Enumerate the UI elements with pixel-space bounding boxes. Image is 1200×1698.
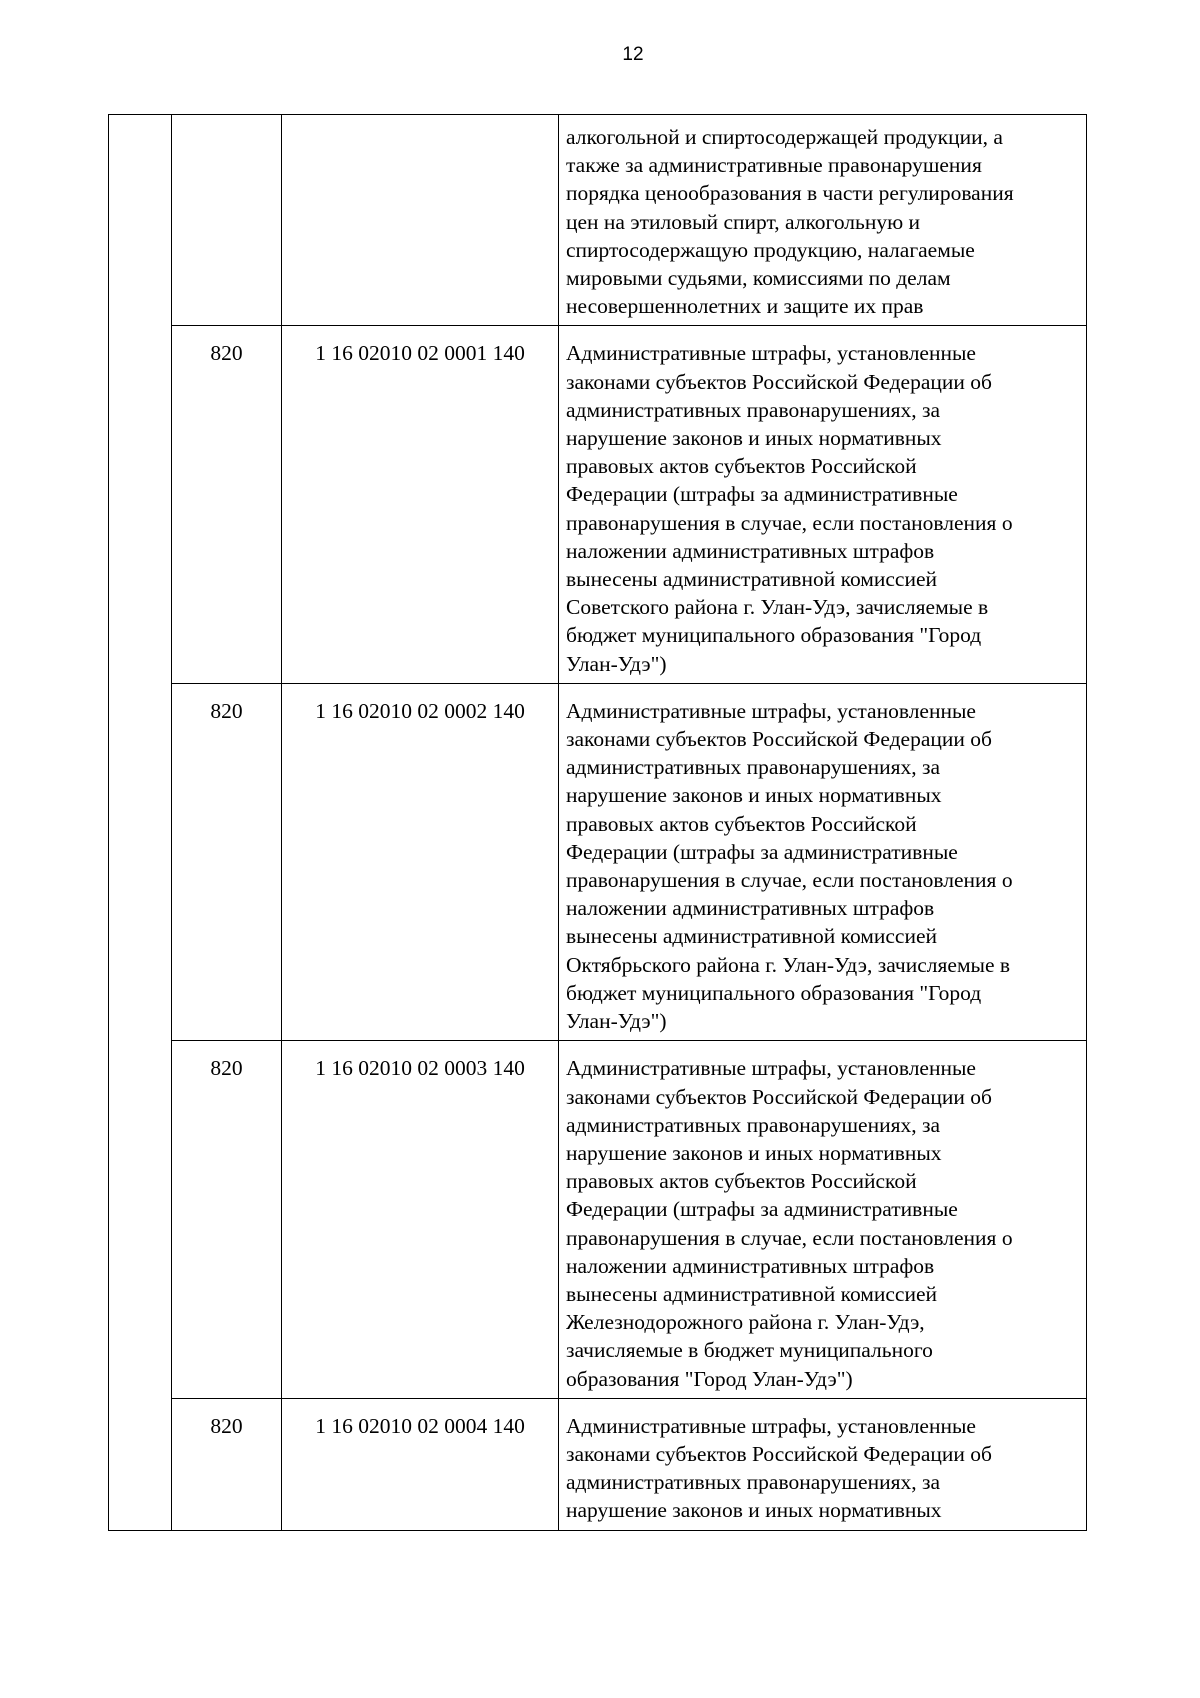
blank-number-cell bbox=[109, 115, 172, 1531]
table-row bbox=[109, 115, 1087, 326]
admin-code-cell bbox=[172, 115, 282, 326]
budget-code-cell: 1 16 02010 02 0004 140 bbox=[282, 1398, 559, 1530]
budget-code-cell: 1 16 02010 02 0002 140 bbox=[282, 683, 559, 1040]
admin-code-cell: 820 bbox=[172, 326, 282, 683]
table-row bbox=[109, 1398, 1087, 1530]
budget-code-cell: 1 16 02010 02 0001 140 bbox=[282, 326, 559, 683]
description-cell: Административные штрафы, установленные законами субъектов Российской Федерации об административных правонарушениях, за нарушение законов и иных нормативных правовых актов субъектов Российской Федерации (штрафы за административные правонарушения в случае, если постановления о наложении административных штрафов вынесены административной комиссией Железнодорожного района г. Улан-Удэ, зачисляемые в бюджет муниципального образования "Город Улан-Удэ") bbox=[559, 1041, 1087, 1398]
table-row bbox=[109, 326, 1087, 683]
description-cell: алкогольной и спиртосодержащей продукции, а также за административные правонарушения порядка ценообразования в части регулирования цен на этиловый спирт, алкогольную и спиртосодержащую продукцию, налагаемые мировыми судьями, комиссиями по делам несовершеннолетних и защите их прав bbox=[559, 115, 1087, 326]
table-row bbox=[109, 1041, 1087, 1398]
budget-code-cell: 1 16 02010 02 0003 140 bbox=[282, 1041, 559, 1398]
admin-code-cell: 820 bbox=[172, 683, 282, 1040]
budget-code-cell bbox=[282, 115, 559, 326]
description-cell: Административные штрафы, установленные законами субъектов Российской Федерации об административных правонарушениях, за нарушение законов и иных нормативных правовых актов субъектов Российской Федерации (штрафы за административные правонарушения в случае, если постановления о наложении административных штрафов вынесены административной комиссией Октябрьского района г. Улан-Удэ, зачисляемые в бюджет муниципального образования "Город Улан-Удэ") bbox=[559, 683, 1087, 1040]
table-row bbox=[109, 683, 1087, 1040]
description-cell: Административные штрафы, установленные законами субъектов Российской Федерации об административных правонарушениях, за нарушение законов и иных нормативных правовых актов субъектов Российской Федерации (штрафы за административные правонарушения в случае, если постановления о наложении административных штрафов вынесены административной комиссией Советского района г. Улан-Удэ, зачисляемые в бюджет муниципального образования "Город Улан-Удэ") bbox=[559, 326, 1087, 683]
admin-code-cell: 820 bbox=[172, 1398, 282, 1530]
description-cell: Административные штрафы, установленные законами субъектов Российской Федерации об административных правонарушениях, за нарушение законов и иных нормативных bbox=[559, 1398, 1087, 1530]
budget-classification-table bbox=[108, 114, 1087, 1531]
page-number: 12 bbox=[622, 44, 644, 65]
admin-code-cell: 820 bbox=[172, 1041, 282, 1398]
